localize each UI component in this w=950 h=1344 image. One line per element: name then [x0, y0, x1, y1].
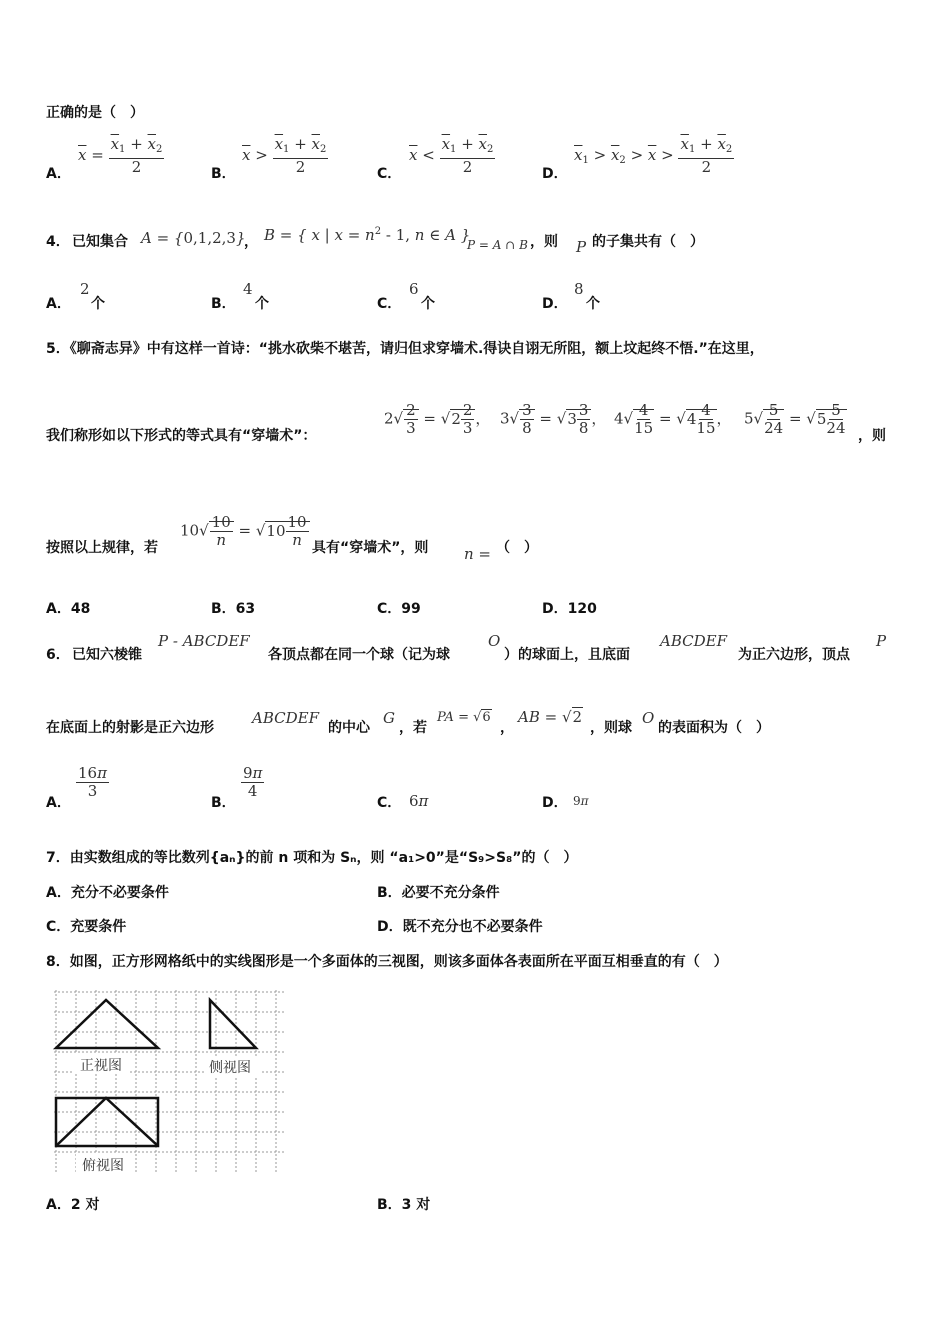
q7-stem: 7．由实数组成的等比数列{aₙ}的前 n 项和为 Sₙ，则 “a₁>0”是“S₉>S₈”的（ ）	[46, 850, 578, 866]
q8-option-a-label: A．	[46, 1197, 71, 1213]
q6-math-1: P - ABCDEF	[158, 632, 250, 650]
q4-option-c-label[interactable]: C．	[377, 296, 402, 312]
q5-option-c-label: C．	[377, 601, 402, 617]
top-view-diagonals	[56, 1098, 158, 1146]
q4-text-b: ，则	[530, 234, 558, 250]
q8-option-a-text: 2 对	[70, 1197, 100, 1213]
q6-math-5: ABCDEF	[252, 709, 319, 727]
q5-option-a-value: 48	[70, 601, 91, 617]
q6-text-5: 在底面上的射影是正六边形	[46, 720, 214, 736]
q6-option-c-expr: 6π	[409, 792, 429, 810]
q6-text-10: 的表面积为（ ）	[658, 720, 770, 736]
q4-option-b-label[interactable]: B．	[211, 296, 236, 312]
q7-option-c-text: 充要条件	[70, 919, 127, 935]
q7-option-b[interactable]	[377, 884, 500, 902]
q8-option-a[interactable]	[46, 1196, 99, 1214]
q5-line3-a: 按照以上规律，若	[46, 540, 158, 556]
q7-option-b-text: 必要不充分条件	[401, 885, 500, 901]
q5-line2-tail: ，则	[858, 428, 886, 444]
q6-option-b-expr: $\frac{9\pi}{4}$	[243, 764, 263, 800]
q6-text-6: 的中心	[328, 720, 370, 736]
q4-option-a-unit: 个	[91, 296, 105, 312]
q4-option-b-value: 4	[243, 280, 253, 298]
q3-option-a-expr: $\overline{x}$ = $\frac{\overline{x}_1 + \overline{x}_2}{2}$	[78, 135, 163, 176]
q8-option-b-text: 3 对	[401, 1197, 431, 1213]
q5-equation-1: 2√ $\frac{2}{3}$ = √2 $\frac{2}{3}$ ，	[384, 401, 491, 437]
q4-text-c: 的子集共有（ ）	[592, 234, 704, 250]
q6-option-c-label[interactable]: C．	[377, 795, 402, 811]
q6-option-d-label[interactable]: D．	[542, 795, 568, 811]
q4-option-b-unit: 个	[255, 296, 269, 312]
q6-option-b-label[interactable]: B．	[211, 795, 236, 811]
three-view-figure	[46, 986, 292, 1178]
q6-option-d-expr: 9π	[573, 794, 589, 808]
q4-option-a-label[interactable]: A．	[46, 296, 71, 312]
q5-equation-3: 4√ $\frac{4}{15}$ = √4 $\frac{4}{15}$ ，	[614, 401, 732, 437]
q3-option-d-label: D．	[542, 166, 568, 182]
q6-option-a-label[interactable]: A．	[46, 795, 71, 811]
q3-option-b-expr: $\overline{x}$ > $\frac{\overline{x}_1 + \overline{x}_2}{2}$	[242, 135, 327, 176]
q4-option-c-unit: 个	[421, 296, 435, 312]
q6-math-8: AB = √2	[518, 708, 583, 726]
q7-option-c[interactable]	[46, 918, 126, 936]
top-view-rectangle	[56, 1098, 158, 1146]
front-view-triangle	[56, 1000, 158, 1048]
q5-option-d-label: D．	[542, 601, 568, 617]
q3-stem-tail: 正确的是（ ）	[46, 105, 144, 121]
q5-line2-text: 我们称形如以下形式的等式具有“穿墙术”：	[46, 428, 317, 444]
q7-option-d-label: D．	[377, 919, 403, 935]
q4-var-p: P	[576, 238, 587, 256]
q6-math-7: PA = √6	[437, 710, 491, 725]
q7-option-a[interactable]	[46, 884, 169, 902]
q3-option-d-expr: $\overline{x}_1 > \overline{x}_2 > \overline{x}$ > $\frac{\overline{x}_1 + \overline{x}_2}{2}$	[574, 135, 733, 176]
q6-math-6: G	[383, 709, 395, 727]
q3-option-c-expr: $\overline{x}$ < $\frac{\overline{x}_1 + \overline{x}_2}{2}$	[409, 135, 494, 176]
q7-option-d[interactable]	[377, 918, 543, 936]
q4-option-a-value: 2	[80, 280, 90, 298]
q8-option-b-label: B．	[377, 1197, 402, 1213]
q8-option-b[interactable]	[377, 1196, 430, 1214]
q5-equation-4: 5√ $\frac{5}{24}$ = √5 $\frac{5}{24}$	[744, 401, 846, 437]
q6-option-a-expr: $\frac{16\pi}{3}$	[78, 764, 107, 800]
q7-option-a-text: 充分不必要条件	[70, 885, 169, 901]
q5-option-d[interactable]	[542, 598, 597, 618]
q6-text-9: ，则球	[590, 720, 632, 736]
q8-stem: 8．如图，正方形网格纸中的实线图形是一个多面体的三视图，则该多面体各表面所在平面互相垂直的有（ ）	[46, 954, 728, 970]
q6-math-9: O	[642, 709, 655, 727]
side-view-triangle	[210, 1000, 256, 1048]
q4-text-a: 已知集合	[72, 234, 128, 250]
q4-option-d-value: 8	[574, 280, 584, 298]
q5-option-b[interactable]	[211, 598, 255, 618]
q7-option-c-label: C．	[46, 919, 71, 935]
q5-option-b-label: B．	[211, 601, 236, 617]
q5-line3-b: 具有“穿墙术”，则	[312, 540, 429, 556]
q6-math-4: P	[876, 632, 887, 650]
q4-option-c-value: 6	[409, 280, 419, 298]
q4-set-a: A = {0,1,2,3}	[141, 229, 246, 247]
q6-number: 6．	[46, 647, 70, 663]
front-view-label: 正视图	[80, 1058, 122, 1074]
q4-option-d-label[interactable]: D．	[542, 296, 568, 312]
q6-text-2: 各顶点都在同一个球（记为球	[268, 647, 450, 663]
q7-option-b-label: B．	[377, 885, 402, 901]
side-view-label: 侧视图	[209, 1060, 251, 1076]
q5-option-a-label: A．	[46, 601, 71, 617]
q5-option-b-value: 63	[235, 601, 256, 617]
q7-option-d-text: 既不充分也不必要条件	[402, 919, 543, 935]
q3-option-c-label: C．	[377, 166, 402, 182]
q5-line3-c: （ ）	[496, 540, 538, 556]
q5-line1: 5．《聊斋志异》中有这样一首诗：“挑水砍柴不堪苦，请归但求穿墙术.得诀自诩无所阻，额上坟起终不悟.”在这里，	[46, 341, 764, 357]
q5-option-c-value: 99	[401, 601, 421, 617]
q6-math-2: O	[488, 632, 501, 650]
q3-option-b-label: B．	[211, 166, 236, 182]
q5-option-c[interactable]	[377, 598, 421, 618]
q6-text-1: 已知六棱锥	[72, 647, 142, 663]
q6-text-3: ）的球面上，且底面	[504, 647, 630, 663]
q5-option-a[interactable]	[46, 598, 90, 618]
top-view-label: 俯视图	[82, 1158, 124, 1174]
q6-text-8: ，	[500, 720, 514, 736]
q5-equation-2: 3√ $\frac{3}{8}$ = √3 $\frac{3}{8}$ ，	[500, 401, 607, 437]
q4-option-d-unit: 个	[586, 296, 600, 312]
q3-option-a-label: A．	[46, 166, 71, 182]
q6-math-3: ABCDEF	[660, 632, 727, 650]
q4-set-p: P = A ∩ B	[467, 238, 528, 252]
q5-line3-var: n =	[464, 545, 491, 563]
q4-set-b: B = { x | $x = n^2 - 1$, n ∈ A }	[264, 226, 471, 244]
q4-number: 4．	[46, 234, 70, 250]
q5-option-d-value: 120	[567, 601, 597, 617]
q7-option-a-label: A．	[46, 885, 71, 901]
q5-line3-expr: 10√ $\frac{10}{n}$ = √10 $\frac{10}{n}$	[180, 514, 310, 549]
q6-text-7: ，若	[399, 720, 427, 736]
q4-comma: ，	[244, 234, 258, 250]
q6-text-4: 为正六边形，顶点	[738, 647, 850, 663]
